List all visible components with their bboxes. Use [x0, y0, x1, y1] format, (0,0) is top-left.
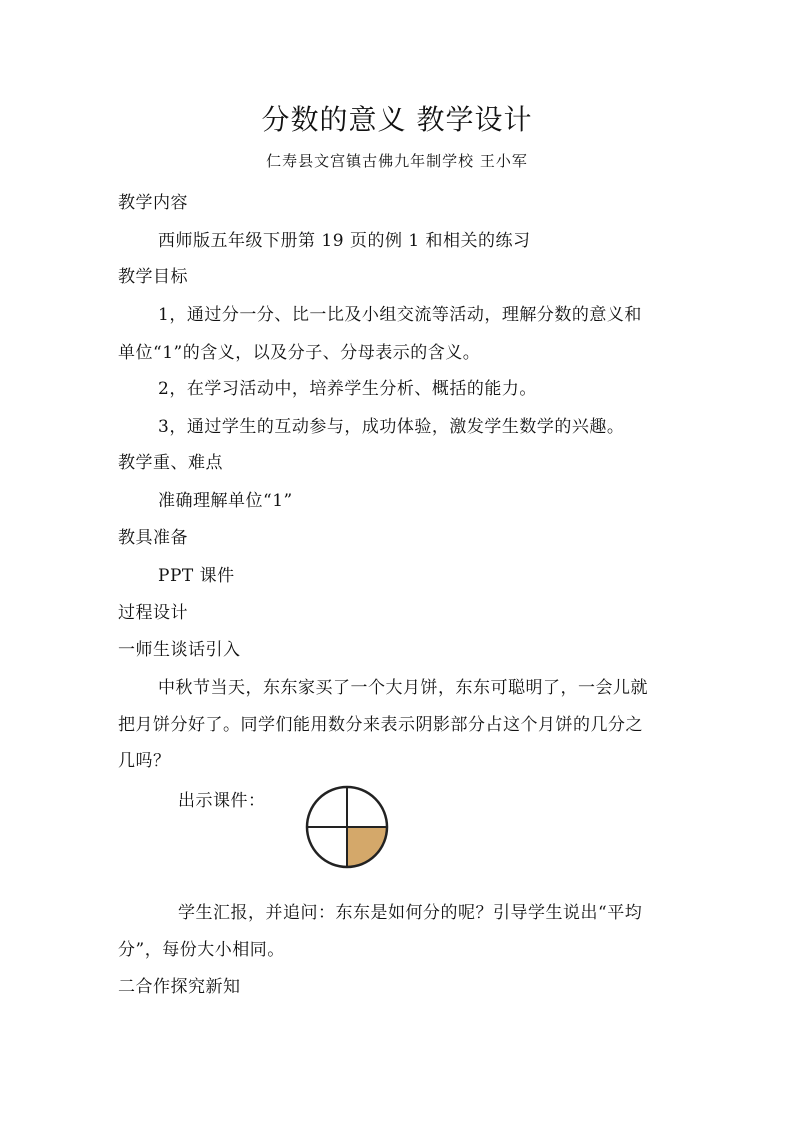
section-heading-key-points: 教学重、难点 — [118, 453, 223, 473]
section-heading-tools: 教具准备 — [118, 528, 188, 548]
content-text: 西师版五年级下册第 19 页的例 1 和相关的练习 — [158, 231, 531, 251]
goal-1-line-1: 1，通过分一分、比一比及小组交流等活动，理解分数的意义和 — [158, 305, 642, 325]
show-courseware-label: 出示课件： — [178, 791, 266, 811]
tools-text: PPT 课件 — [158, 566, 235, 586]
page-title: 分数的意义 教学设计 — [261, 103, 533, 136]
goal-3: 3，通过学生的互动参与，成功体验，激发学生数学的兴趣。 — [158, 417, 625, 437]
key-points-text: 准确理解单位“1” — [158, 491, 293, 511]
section-heading-goals: 教学目标 — [118, 267, 188, 287]
section-heading-content: 教学内容 — [118, 193, 188, 213]
goal-2: 2，在学习活动中，培养学生分析、概括的能力。 — [158, 379, 537, 399]
mooncake-pie-figure — [305, 785, 389, 869]
step-1-title: 一师生谈话引入 — [118, 640, 241, 660]
section-heading-process: 过程设计 — [118, 603, 188, 623]
step-2-title: 二合作探究新知 — [118, 977, 241, 997]
goal-1-line-2: 单位“1”的含义，以及分子、分母表示的含义。 — [118, 343, 481, 363]
story-line-1: 中秋节当天，东东家买了一个大月饼，东东可聪明了，一会儿就 — [158, 678, 648, 698]
author-line: 仁寿县文宫镇古佛九年制学校 王小军 — [266, 152, 528, 170]
story-line-2: 把月饼分好了。同学们能用数分来表示阴影部分占这个月饼的几分之 — [118, 715, 643, 735]
story-line-3: 几吗？ — [118, 751, 171, 771]
report-line-2: 分”，每份大小相同。 — [118, 940, 285, 960]
report-line-1: 学生汇报，并追问：东东是如何分的呢？引导学生说出“平均 — [178, 903, 643, 923]
